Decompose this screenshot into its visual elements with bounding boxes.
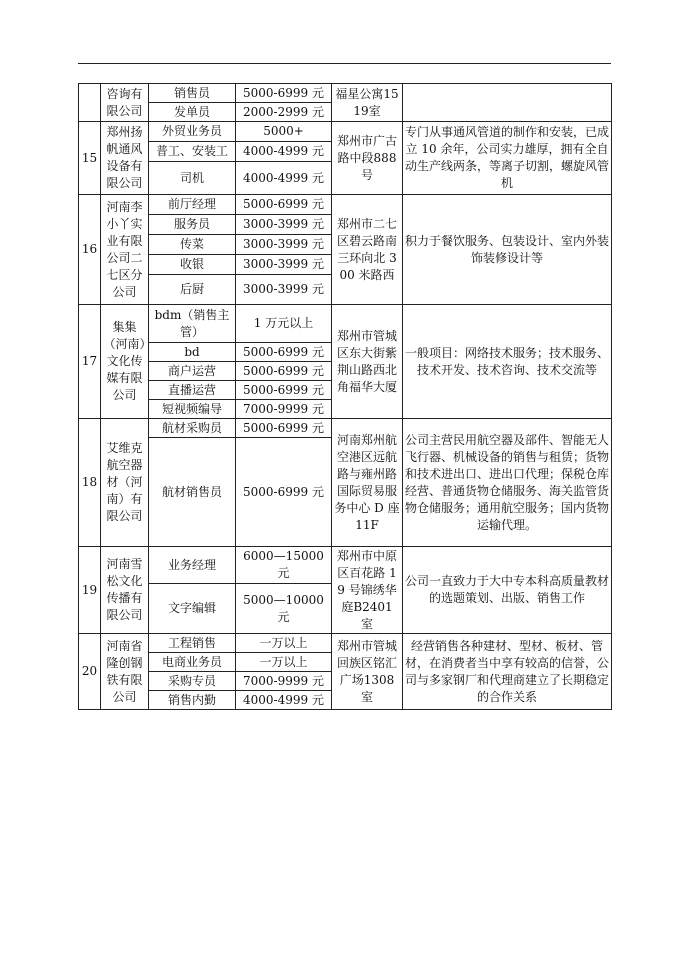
position-title: 销售内勤 — [149, 691, 236, 710]
row-number: 16 — [79, 195, 101, 305]
row-number: 20 — [79, 634, 101, 710]
row-number: 15 — [79, 122, 101, 195]
company-name: 郑州扬帆通风设备有限公司 — [101, 122, 149, 195]
position-title: 销售员 — [149, 84, 236, 103]
company-name: 河南雪松文化传播有限公司 — [101, 547, 149, 634]
row-number: 19 — [79, 547, 101, 634]
position-salary: 5000-6999 元 — [236, 362, 332, 381]
position-title: 商户运营 — [149, 362, 236, 381]
position-salary: 5000-6999 元 — [236, 381, 332, 400]
position-title: bdm（销售主管） — [149, 305, 236, 343]
position-salary: 5000-6999 元 — [236, 343, 332, 362]
position-salary: 1 万元以上 — [236, 305, 332, 343]
position-title: 传菜 — [149, 235, 236, 255]
position-title: 航材采购员 — [149, 419, 236, 438]
position-title: 采购专员 — [149, 672, 236, 691]
position-salary: 7000-9999 元 — [236, 400, 332, 419]
company-address: 郑州市二七区碧云路南三环向北 300 米路西 — [332, 195, 403, 305]
position-salary: 3000-3999 元 — [236, 215, 332, 235]
header-rule — [78, 63, 611, 64]
company-address: 郑州市中原区百花路 19 号锦绣华庭B2401 室 — [332, 547, 403, 634]
company-description: 公司主营民用航空器及部件、智能无人飞行器、机械设备的销售与租赁；货物和技术进出口、进出口代理；保税仓库经营、普通货物仓储服务、海关监管货物仓储服务；通用航空服务；国内货物运输代理。 — [403, 419, 612, 547]
company-description: 一般项目：网络技术服务；技术服务、技术开发、技术咨询、技术交流等 — [403, 305, 612, 419]
position-title: 后厨 — [149, 275, 236, 305]
company-description: 积力于餐饮服务、包装设计、室内外装饰装修设计等 — [403, 195, 612, 305]
position-title: 收银 — [149, 255, 236, 275]
company-address: 郑州市广古路中段888 号 — [332, 122, 403, 195]
position-title: 短视频编导 — [149, 400, 236, 419]
position-salary: 5000+ — [236, 122, 332, 142]
position-title: 文字编辑 — [149, 584, 236, 634]
row-number: 18 — [79, 419, 101, 547]
position-salary: 一万以上 — [236, 653, 332, 672]
row-number — [79, 84, 101, 122]
position-title: 直播运营 — [149, 381, 236, 400]
position-salary: 6000—15000元 — [236, 547, 332, 584]
position-title: 普工、安装工 — [149, 142, 236, 162]
position-salary: 5000-6999 元 — [236, 438, 332, 547]
company-name: 河南省隆创钢铁有限公司 — [101, 634, 149, 710]
company-name: 咨询有限公司 — [101, 84, 149, 122]
company-name: 艾维克航空器材（河南）有限公司 — [101, 419, 149, 547]
job-listing-table — [78, 83, 612, 710]
position-salary: 3000-3999 元 — [236, 235, 332, 255]
company-name: 河南李小丫实业有限公司二七区分公司 — [101, 195, 149, 305]
position-title: 航材销售员 — [149, 438, 236, 547]
position-title: bd — [149, 343, 236, 362]
company-address: 郑州市管城区东大街紫荆山路西北角福华大厦 — [332, 305, 403, 419]
company-address: 福星公寓1519室 — [332, 84, 403, 122]
row-number: 17 — [79, 305, 101, 419]
position-salary: 一万以上 — [236, 634, 332, 653]
position-title: 服务员 — [149, 215, 236, 235]
position-salary: 5000-6999 元 — [236, 84, 332, 103]
company-description — [403, 84, 612, 122]
position-title: 司机 — [149, 162, 236, 195]
position-salary: 2000-2999 元 — [236, 103, 332, 122]
position-salary: 4000-4999 元 — [236, 142, 332, 162]
position-salary: 3000-3999 元 — [236, 275, 332, 305]
position-title: 前厅经理 — [149, 195, 236, 215]
company-description: 经营销售各种建材、型材、板材、管材，在消费者当中享有较高的信誉，公司与多家钢厂和代理商建立了长期稳定的合作关系 — [403, 634, 612, 710]
position-title: 外贸业务员 — [149, 122, 236, 142]
company-description: 专门从事通风管道的制作和安装，已成立 10 余年，公司实力雄厚，拥有全自动生产线两条，等离子切割，螺旋风管机 — [403, 122, 612, 195]
position-salary: 7000-9999 元 — [236, 672, 332, 691]
position-title: 工程销售 — [149, 634, 236, 653]
company-description: 公司一直致力于大中专本科高质量教材的选题策划、出版、销售工作 — [403, 547, 612, 634]
position-salary: 5000—10000元 — [236, 584, 332, 634]
position-salary: 5000-6999 元 — [236, 195, 332, 215]
position-salary: 4000-4999 元 — [236, 691, 332, 710]
position-salary: 4000-4999 元 — [236, 162, 332, 195]
company-address: 郑州市管城回族区铭汇广场1308 室 — [332, 634, 403, 710]
company-address: 河南郑州航空港区远航路与雍州路国际贸易服务中心 D 座 11F — [332, 419, 403, 547]
position-salary: 3000-3999 元 — [236, 255, 332, 275]
position-title: 发单员 — [149, 103, 236, 122]
position-title: 业务经理 — [149, 547, 236, 584]
position-salary: 5000-6999 元 — [236, 419, 332, 438]
company-name: 集集（河南）文化传媒有限公司 — [101, 305, 149, 419]
position-title: 电商业务员 — [149, 653, 236, 672]
